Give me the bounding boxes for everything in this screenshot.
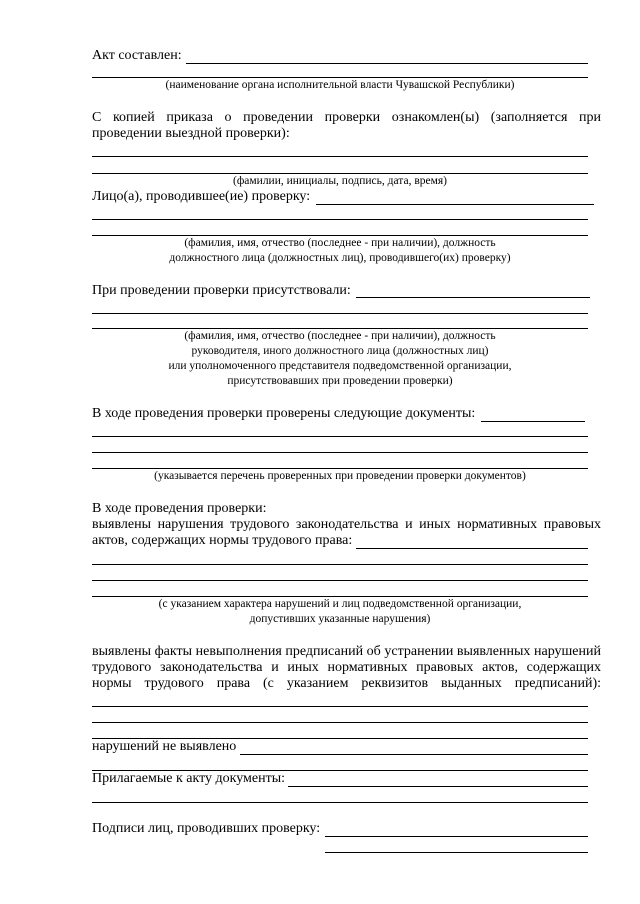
inspector-line-2[interactable] (92, 219, 588, 220)
signatures-line-1[interactable] (325, 836, 588, 837)
non-fulfil-text-line2: трудового законодательства и иных нормативных правовых актов, содержащих (92, 660, 601, 675)
non-fulfil-line-1[interactable] (92, 706, 588, 707)
non-fulfil-line-2[interactable] (92, 722, 588, 723)
non-fulfil-text-line1: выявлены факты невыполнения предписаний об устранении выявленных нарушений (92, 644, 601, 659)
present-caption-2: руководителя, иного должностного лица (должностных лиц) (191, 345, 489, 357)
present-line-2[interactable] (92, 313, 588, 314)
inspector-line-1[interactable] (316, 204, 594, 205)
docs-checked-line-4[interactable] (92, 468, 588, 469)
violations-text-line2: актов, содержащих нормы трудового права: (92, 533, 353, 548)
act-composed-line[interactable] (186, 63, 588, 64)
copy-order-text-line2: проведении выездной проверки): (92, 126, 290, 141)
violations-line-4[interactable] (92, 596, 588, 597)
attached-docs-line-2[interactable] (92, 802, 588, 803)
violations-text-line1: выявлены нарушения трудового законодательства и иных нормативных правовых (92, 517, 601, 532)
signatures-label: Подписи лиц, проводивших проверку: (92, 821, 321, 836)
docs-checked-line-1[interactable] (481, 421, 585, 422)
copy-order-text-line1: С копией приказа о проведении проверки ознакомлен(ы) (заполняется при (92, 110, 601, 125)
present-caption-3: или уполномоченного представителя подведомственной организации, (168, 360, 512, 372)
present-line-1[interactable] (356, 297, 590, 298)
present-caption-1: (фамилия, имя, отчество (последнее - при наличии), должность (184, 330, 496, 342)
violations-line-2[interactable] (92, 564, 588, 565)
during-check-label: В ходе проведения проверки: (92, 501, 267, 516)
no-violations-label: нарушений не выявлено (92, 739, 237, 754)
violations-caption-1: (с указанием характера нарушений и лиц подведомственной организации, (158, 598, 522, 610)
docs-checked-line-3[interactable] (92, 452, 588, 453)
docs-checked-label: В ходе проведения проверки проверены следующие документы: (92, 406, 476, 421)
present-caption-4: присутствовавших при проведении проверки) (227, 375, 453, 387)
no-violations-line-1[interactable] (240, 754, 588, 755)
present-line-3[interactable] (92, 328, 588, 329)
inspector-caption-2: должностного лица (должностных лиц), проводившего(их) проверку) (169, 252, 511, 264)
act-composed-label: Акт составлен: (92, 48, 182, 63)
inspector-caption-1: (фамилия, имя, отчество (последнее - при наличии), должность (184, 237, 496, 249)
violations-caption-2: допустивших указанные нарушения) (249, 613, 431, 625)
docs-checked-line-2[interactable] (92, 436, 588, 437)
non-fulfil-text-line3: нормы трудового права (с указанием реквизитов выданных предписаний): (92, 676, 601, 691)
signatures-line-2[interactable] (325, 852, 588, 853)
present-label: При проведении проверки присутствовали: (92, 283, 351, 298)
inspector-label: Лицо(а), проводившее(ие) проверку: (92, 189, 311, 204)
copy-order-caption: (фамилии, инициалы, подпись, дата, время) (233, 175, 447, 187)
copy-order-line-2[interactable] (92, 173, 588, 174)
act-composed-caption: (наименование органа исполнительной власти Чувашской Республики) (165, 79, 515, 91)
attached-docs-line-1[interactable] (288, 786, 588, 787)
attached-docs-label: Прилагаемые к акту документы: (92, 771, 286, 786)
act-composed-line-2[interactable] (92, 77, 588, 78)
copy-order-line-1[interactable] (92, 156, 588, 157)
inspector-line-3[interactable] (92, 235, 588, 236)
docs-checked-caption: (указывается перечень проверенных при проведении проверки документов) (154, 470, 526, 482)
violations-line-3[interactable] (92, 580, 588, 581)
violations-line-1[interactable] (356, 548, 588, 549)
